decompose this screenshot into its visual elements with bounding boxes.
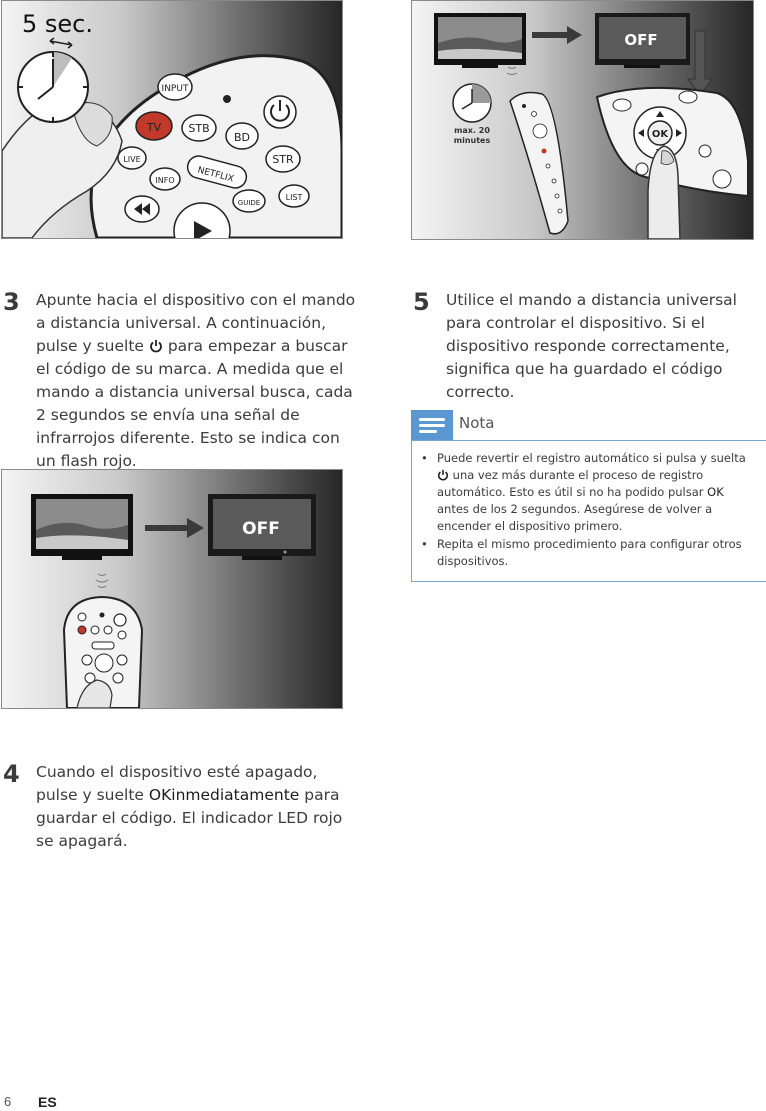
timer-line2: minutes [453, 136, 491, 145]
button-tv-label: TV [146, 121, 162, 134]
led-indicator [223, 95, 231, 103]
button-guide-label: GUIDE [237, 199, 261, 207]
tv-off-label: OFF [242, 519, 280, 539]
button-netflix-label: NETFLIX [196, 165, 235, 185]
button-bd-label: BD [233, 131, 251, 144]
note-icon [411, 410, 453, 440]
button-info-label: INFO [155, 176, 175, 185]
language-code: ES [38, 1094, 57, 1110]
button-input-label: INPUT [161, 84, 189, 94]
button-ok-label: OK [651, 129, 669, 140]
power-icon [437, 469, 449, 481]
note-item-1-end: antes de los 2 segundos. Asegúrese de volver a encender el dispositivo primero. [437, 502, 713, 533]
step-4-text [36, 761, 361, 853]
tv-off-label: OFF [624, 31, 658, 49]
note-item-1 [420, 450, 755, 535]
step-3-text-after: para empezar a buscar el código de su marca. A medida que el mando a distancia universal busca, cada 2 segundos se envía una señal de infrarrojos diferente. Esto se indica con un flash rojo. [36, 337, 353, 470]
power-icon [149, 339, 163, 353]
note-item-1-before: Puede revertir el registro automático si pulsa y suelta [437, 451, 746, 465]
note-item-1-after: una vez más durante el proceso de registro automático. Esto es útil si no ha podido pulsar [437, 468, 704, 499]
button-stb-label: STB [188, 122, 210, 135]
duration-label: 5 sec. [22, 10, 93, 38]
page-number: 6 [4, 1094, 12, 1109]
button-str-label: STR [272, 153, 294, 166]
note-item-1-ok: OK [707, 485, 724, 499]
note-list [420, 450, 755, 571]
step-3-number: 3 [3, 288, 20, 316]
note-item-2: • Repita el mismo procedimiento para configurar otros dispositivos. [420, 536, 755, 570]
ir-signal-icon [507, 67, 517, 75]
button-live-label: LIVE [123, 155, 141, 164]
step-5-number: 5 [413, 288, 430, 316]
auto-search-drawing [412, 1, 753, 239]
step-5-text: Utilice el mando a distancia universal para controlar el dispositivo. Si el dispositivo responde correctamente, significa que ha guardado el código correcto. [446, 291, 737, 401]
step-3-text-before: Apunte hacia el dispositivo con el mando a distancia universal. A continuación, pulse y suelte [36, 291, 356, 355]
step-4-text-after: para guardar el código. El indicador LED rojo se apagará. [36, 786, 343, 850]
illustration-auto-search [411, 0, 754, 240]
step-4-highlight: OKinmediatamente [148, 786, 300, 804]
transition-arrow [145, 518, 204, 538]
note-title: Nota [459, 414, 495, 432]
ir-signal-icon [96, 574, 108, 588]
step-4-number: 4 [3, 760, 20, 788]
transition-arrow [532, 26, 582, 44]
step-3-text [36, 289, 361, 473]
button-list-label: LIST [285, 193, 303, 202]
step-4-text-before: Cuando el dispositivo esté apagado, pulse y suelte [36, 763, 318, 804]
down-arrow [688, 31, 712, 95]
hold-power-drawing [2, 1, 342, 238]
tv-off-drawing [2, 470, 342, 708]
illustration-tv-off [1, 469, 343, 709]
timer-line1: max. 20 [454, 126, 490, 135]
illustration-hold-power [1, 0, 343, 239]
